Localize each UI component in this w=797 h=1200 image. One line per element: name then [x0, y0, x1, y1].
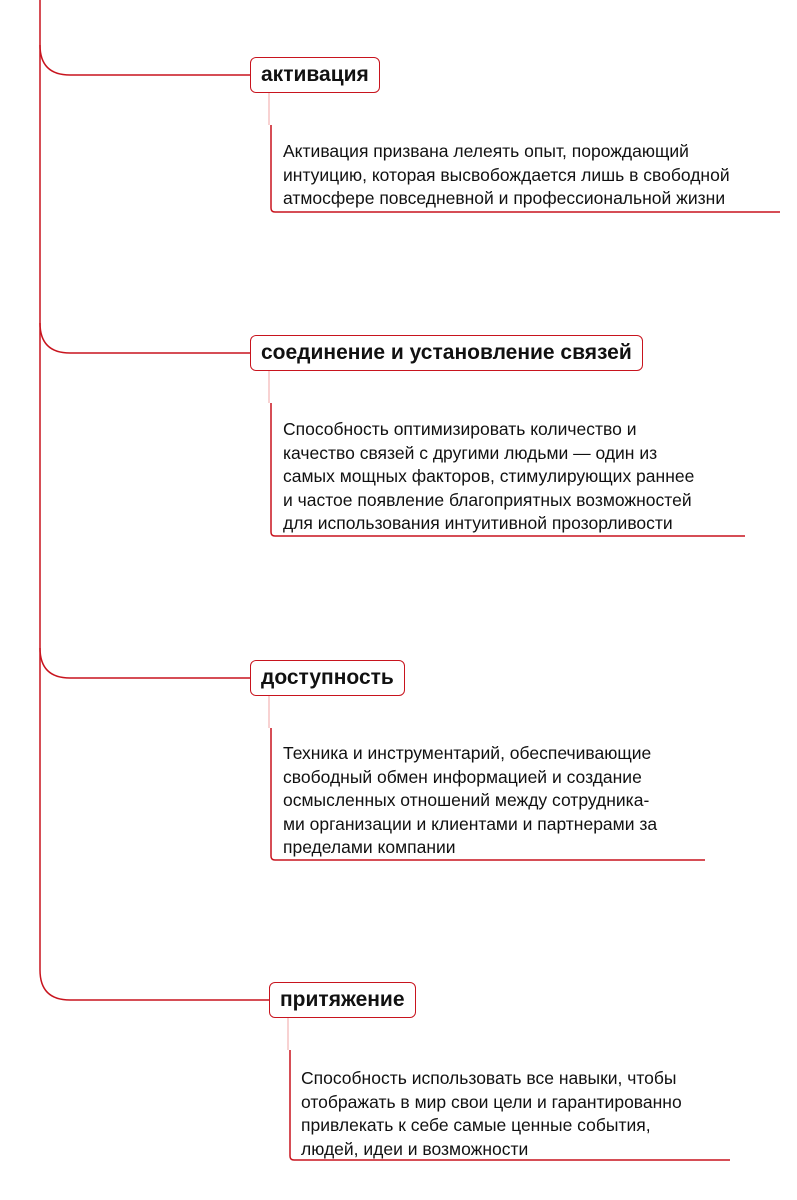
topic-description-accessibility: Техника и инструментарий, обеспечивающие свободный обмен информацией и создание осмысленных отношений между сотрудника- ми организации и клиентами и партнерами за пределами компании — [283, 743, 658, 857]
topic-node-connection[interactable]: соединение и установление связей — [250, 335, 643, 371]
main-trunk — [40, 0, 270, 1000]
topic-node-activation[interactable]: активация — [250, 57, 380, 93]
topic-description-connection: Способность оптимизировать количество и качество связей с другими людьми — один из самых мощных факторов, стимулирующих раннее и частое появление благоприятных возможностей для использования интуитивной прозорливости — [283, 419, 695, 533]
topic-node-accessibility[interactable]: доступность — [250, 660, 405, 696]
branch-connector — [40, 323, 250, 353]
branch-connector — [40, 45, 250, 75]
branch-connector — [40, 648, 250, 678]
topic-node-attraction[interactable]: притяжение — [269, 982, 416, 1018]
topic-description-activation: Активация призвана лелеять опыт, порождающий интуицию, которая высвобождается лишь в свободной атмосфере повседневной и профессиональной жизни — [283, 141, 730, 208]
topic-description-attraction: Способность использовать все навыки, чтобы отображать в мир свои цели и гарантированно привлекать к себе самые ценные события, людей, идеи и возможности — [301, 1068, 682, 1159]
